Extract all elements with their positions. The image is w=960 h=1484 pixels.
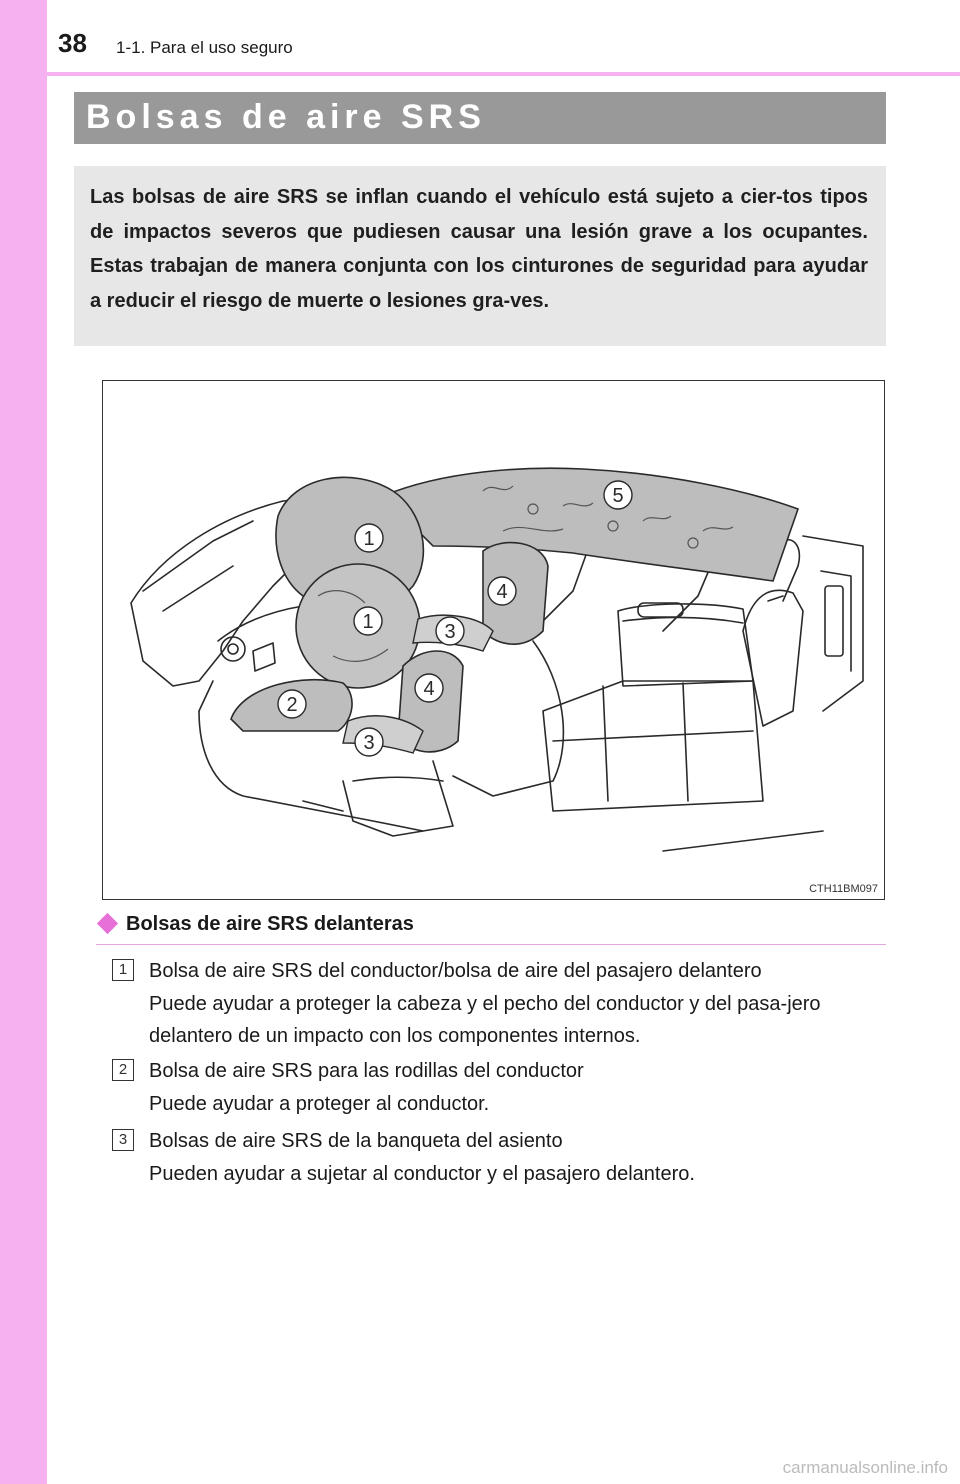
callout-badge [355, 728, 383, 756]
callout-label: 4 [496, 581, 508, 603]
item-number-badge: 1 [112, 959, 134, 981]
watermark: carmanualsonline.info [782, 1458, 948, 1477]
callout-label: 3 [444, 621, 456, 643]
item-description: Puede ayudar a proteger la cabeza y el pecho del conductor y del pasa-jero delantero de un impacto con los componentes internos. [149, 993, 821, 1047]
callout-badge [355, 524, 383, 552]
subsection-heading [96, 908, 886, 945]
airbag-illustration [102, 380, 885, 900]
callout-badge [604, 481, 632, 509]
item-title: Bolsa de aire SRS para las rodillas del conductor [149, 1060, 584, 1082]
callout-badge [415, 674, 443, 702]
callout-label: 1 [362, 611, 374, 633]
page-title: Bolsas de aire SRS [86, 98, 486, 136]
title-bar [74, 92, 886, 144]
callout-badge [278, 690, 306, 718]
callout-label: 2 [286, 694, 298, 716]
diamond-bullet-icon [97, 913, 118, 934]
item-description: Pueden ayudar a sujetar al conductor y el pasajero delantero. [149, 1163, 695, 1185]
item-number-badge: 3 [112, 1129, 134, 1151]
figure-code: CTH11BM097 [809, 883, 878, 895]
callout-label: 1 [363, 528, 375, 550]
airbag-illustration-drawing [103, 381, 884, 899]
item-number-badge: 2 [112, 1059, 134, 1081]
callout-badge [436, 617, 464, 645]
callout-label: 4 [423, 678, 435, 700]
callout-label: 3 [363, 732, 375, 754]
item-description: Puede ayudar a proteger al conductor. [149, 1093, 490, 1115]
callout-badge [354, 607, 382, 635]
header-rule [47, 72, 960, 76]
chapter-side-tab [0, 0, 47, 1484]
section-label: 1-1. Para el uso seguro [116, 38, 293, 57]
callout-badge [488, 577, 516, 605]
subsection-heading-text: Bolsas de aire SRS delanteras [126, 913, 414, 935]
item-title: Bolsa de aire SRS del conductor/bolsa de aire del pasajero delantero [149, 960, 762, 982]
intro-box [74, 166, 886, 346]
page-number: 38 [58, 28, 87, 58]
callout-label: 5 [612, 485, 624, 507]
item-title: Bolsas de aire SRS de la banqueta del asiento [149, 1130, 563, 1152]
intro-text: Las bolsas de aire SRS se inflan cuando el vehículo está sujeto a cier-tos tipos de impactos severos que pudiesen causar una lesión grave a los ocupantes. Estas trabajan de manera conjunta con los cinturones de seguridad para ayudar a reducir el riesgo de muerte o lesiones gra-ves. [90, 186, 868, 312]
